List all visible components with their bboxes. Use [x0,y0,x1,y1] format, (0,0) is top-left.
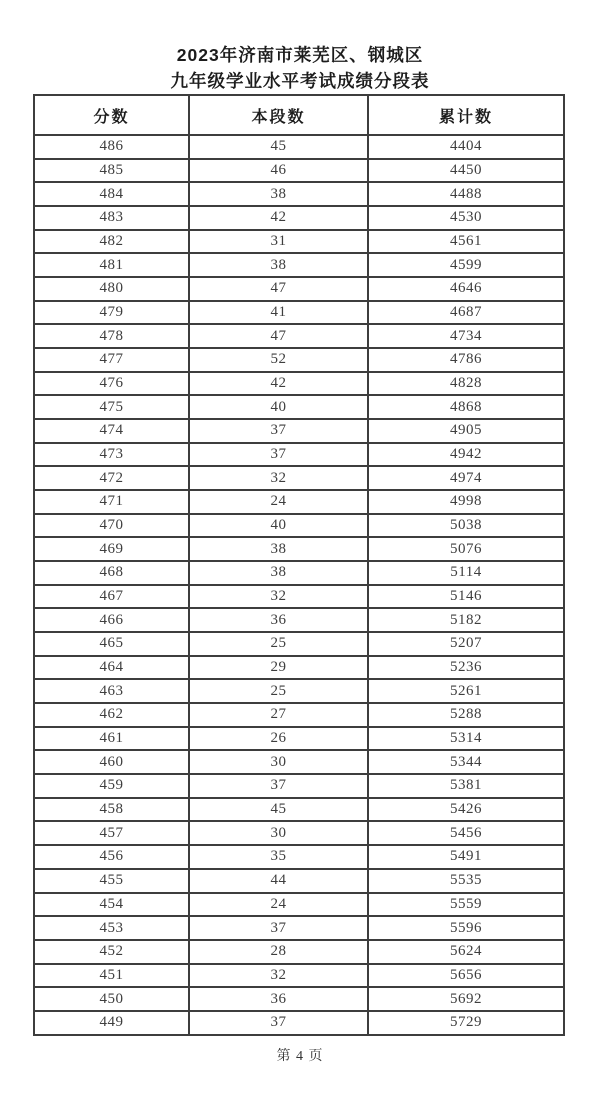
cell-score: 449 [34,1011,189,1035]
page-number: 第 4 页 [276,1049,324,1064]
cell-score: 453 [34,916,189,940]
table-row [34,1011,564,1035]
cell-cumulative-count: 4687 [368,301,564,325]
cell-score: 457 [34,821,189,845]
cell-segment-count: 42 [189,206,368,230]
score-distribution-table [33,94,565,1036]
header-segment-count: 本段数 [189,95,368,135]
cell-cumulative-count: 5261 [368,679,564,703]
cell-cumulative-count: 5596 [368,916,564,940]
cell-segment-count: 52 [189,348,368,372]
cell-segment-count: 46 [189,159,368,183]
cell-score: 472 [34,466,189,490]
cell-segment-count: 24 [189,490,368,514]
table-row [34,679,564,703]
table-row [34,324,564,348]
cell-score: 464 [34,656,189,680]
cell-segment-count: 44 [189,869,368,893]
table-row [34,277,564,301]
table-row [34,774,564,798]
cell-cumulative-count: 5559 [368,893,564,917]
cell-cumulative-count: 5314 [368,727,564,751]
table-row [34,135,564,159]
cell-cumulative-count: 5344 [368,750,564,774]
cell-cumulative-count: 4786 [368,348,564,372]
cell-segment-count: 29 [189,656,368,680]
table-row [34,419,564,443]
cell-segment-count: 25 [189,632,368,656]
cell-cumulative-count: 4599 [368,253,564,277]
cell-score: 471 [34,490,189,514]
cell-cumulative-count: 4404 [368,135,564,159]
cell-cumulative-count: 4942 [368,443,564,467]
table-row [34,301,564,325]
table-row [34,514,564,538]
cell-cumulative-count: 4734 [368,324,564,348]
table-row [34,253,564,277]
table-row [34,585,564,609]
table-row [34,987,564,1011]
title-line-2: 九年级学业水平考试成绩分段表 [170,71,430,91]
cell-score: 466 [34,608,189,632]
cell-score: 452 [34,940,189,964]
cell-score: 455 [34,869,189,893]
cell-score: 481 [34,253,189,277]
cell-cumulative-count: 4868 [368,395,564,419]
document-title [0,0,600,94]
cell-score: 470 [34,514,189,538]
cell-cumulative-count: 5076 [368,537,564,561]
cell-score: 462 [34,703,189,727]
table-row [34,869,564,893]
cell-cumulative-count: 4646 [368,277,564,301]
cell-score: 485 [34,159,189,183]
cell-score: 478 [34,324,189,348]
cell-cumulative-count: 4561 [368,230,564,254]
cell-segment-count: 25 [189,679,368,703]
table-row [34,206,564,230]
cell-score: 477 [34,348,189,372]
cell-segment-count: 37 [189,774,368,798]
table-row [34,159,564,183]
cell-score: 468 [34,561,189,585]
cell-segment-count: 47 [189,277,368,301]
table-row [34,727,564,751]
cell-segment-count: 32 [189,585,368,609]
table-body [34,135,564,1035]
cell-segment-count: 30 [189,821,368,845]
cell-segment-count: 40 [189,514,368,538]
cell-score: 486 [34,135,189,159]
cell-segment-count: 37 [189,443,368,467]
cell-cumulative-count: 5381 [368,774,564,798]
cell-segment-count: 45 [189,135,368,159]
table-row [34,750,564,774]
cell-segment-count: 47 [189,324,368,348]
cell-score: 474 [34,419,189,443]
header-cumulative-count: 累计数 [368,95,564,135]
cell-segment-count: 31 [189,230,368,254]
cell-segment-count: 32 [189,964,368,988]
cell-score: 456 [34,845,189,869]
cell-score: 460 [34,750,189,774]
cell-segment-count: 26 [189,727,368,751]
table-row [34,632,564,656]
title-line-1: 2023年济南市莱芜区、钢城区 [176,45,424,65]
table-row [34,893,564,917]
cell-score: 458 [34,798,189,822]
cell-score: 473 [34,443,189,467]
cell-score: 459 [34,774,189,798]
table-row [34,443,564,467]
table-row [34,395,564,419]
table-row [34,703,564,727]
cell-cumulative-count: 5426 [368,798,564,822]
cell-cumulative-count: 4488 [368,182,564,206]
cell-segment-count: 30 [189,750,368,774]
cell-segment-count: 37 [189,1011,368,1035]
table-row [34,490,564,514]
cell-score: 480 [34,277,189,301]
table-row [34,821,564,845]
cell-score: 465 [34,632,189,656]
cell-cumulative-count: 5535 [368,869,564,893]
cell-score: 479 [34,301,189,325]
table-row [34,940,564,964]
cell-score: 467 [34,585,189,609]
cell-cumulative-count: 5288 [368,703,564,727]
cell-cumulative-count: 5656 [368,964,564,988]
cell-score: 450 [34,987,189,1011]
cell-cumulative-count: 5692 [368,987,564,1011]
cell-segment-count: 42 [189,372,368,396]
cell-cumulative-count: 5207 [368,632,564,656]
cell-segment-count: 35 [189,845,368,869]
cell-segment-count: 28 [189,940,368,964]
cell-segment-count: 36 [189,608,368,632]
cell-cumulative-count: 4974 [368,466,564,490]
cell-cumulative-count: 5038 [368,514,564,538]
cell-segment-count: 36 [189,987,368,1011]
cell-cumulative-count: 5624 [368,940,564,964]
cell-cumulative-count: 5114 [368,561,564,585]
cell-score: 451 [34,964,189,988]
cell-score: 454 [34,893,189,917]
cell-segment-count: 27 [189,703,368,727]
table-row [34,182,564,206]
cell-score: 475 [34,395,189,419]
table-row [34,372,564,396]
cell-score: 463 [34,679,189,703]
table-row [34,964,564,988]
cell-cumulative-count: 5729 [368,1011,564,1035]
cell-score: 469 [34,537,189,561]
table-header [34,95,564,135]
cell-segment-count: 41 [189,301,368,325]
table-row [34,561,564,585]
table-row [34,656,564,680]
table-row [34,845,564,869]
cell-score: 484 [34,182,189,206]
cell-segment-count: 45 [189,798,368,822]
header-row [34,95,564,135]
header-score: 分数 [34,95,189,135]
table-row [34,348,564,372]
cell-score: 482 [34,230,189,254]
cell-cumulative-count: 4998 [368,490,564,514]
cell-segment-count: 37 [189,916,368,940]
cell-cumulative-count: 4905 [368,419,564,443]
cell-segment-count: 38 [189,561,368,585]
table-row [34,537,564,561]
cell-score: 476 [34,372,189,396]
cell-cumulative-count: 5236 [368,656,564,680]
table-row [34,466,564,490]
cell-segment-count: 32 [189,466,368,490]
cell-cumulative-count: 4450 [368,159,564,183]
table-row [34,608,564,632]
cell-segment-count: 24 [189,893,368,917]
table-row [34,230,564,254]
cell-cumulative-count: 5146 [368,585,564,609]
cell-segment-count: 38 [189,537,368,561]
cell-cumulative-count: 4828 [368,372,564,396]
cell-cumulative-count: 5456 [368,821,564,845]
cell-segment-count: 38 [189,182,368,206]
cell-segment-count: 40 [189,395,368,419]
cell-segment-count: 37 [189,419,368,443]
table-row [34,798,564,822]
cell-cumulative-count: 5182 [368,608,564,632]
cell-score: 483 [34,206,189,230]
table-row [34,916,564,940]
cell-segment-count: 38 [189,253,368,277]
cell-cumulative-count: 5491 [368,845,564,869]
cell-cumulative-count: 4530 [368,206,564,230]
cell-score: 461 [34,727,189,751]
